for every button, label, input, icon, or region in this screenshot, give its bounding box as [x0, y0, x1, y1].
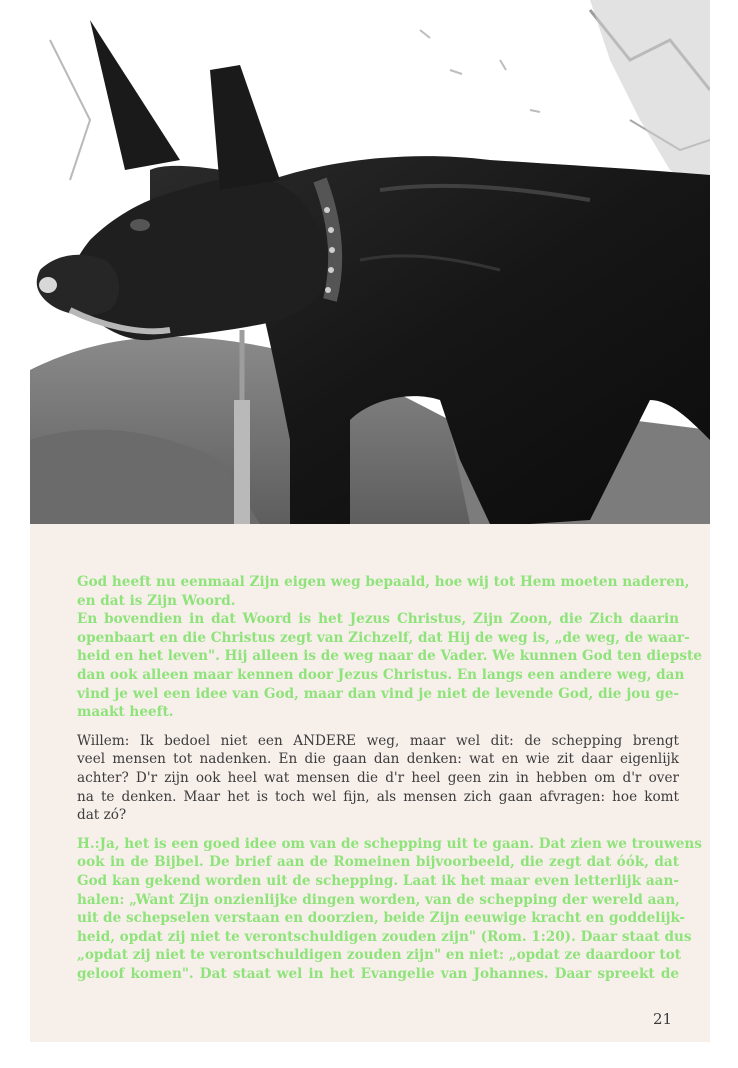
text-line: en dat is Zijn Woord.: [77, 592, 236, 609]
page-text: [77, 573, 702, 993]
text-line: ook in de Bijbel. De brief aan de Romeinen bijvoorbeeld, die zegt dat óók, dat: [77, 854, 679, 871]
text-line: veel mensen tot nadenken. En die gaan dan denken: wat en wie zit daar eigenlijk: [77, 751, 679, 768]
text-line: God heeft nu eenmaal Zijn eigen weg bepaald, hoe wij tot Hem moeten naderen,: [77, 574, 690, 590]
text-line: heid, opdat zij niet te verontschuldigen zouden zijn" (Rom. 1:20). Daar staat dus: [77, 928, 692, 945]
text-line: geloof komen". Dat staat wel in het Evangelie van Johannes. Daar spreekt de: [77, 965, 679, 982]
page-number: 21: [653, 1010, 673, 1028]
paragraph-4: [77, 835, 702, 984]
text-line: achter? D'r zijn ook heel wat mensen die d'r heel geen zin in hebben om d'r over: [77, 769, 679, 786]
text-line: maakt heeft.: [77, 704, 174, 721]
text-line: na te denken. Maar het is toch wel fijn, als mensen zich gaan afvragen: hoe komt: [77, 788, 679, 805]
dog-photo-image: [30, 0, 710, 524]
paragraph-3: [77, 732, 679, 825]
text-line: En bovendien in dat Woord is het Jezus Christus, Zijn Zoon, die Zich daarin: [77, 611, 679, 628]
text-line: Willem: Ik bedoel niet een ANDERE weg, maar wel dit: de schepping brengt: [77, 732, 679, 749]
text-line: „opdat zij niet te verontschuldigen zouden zijn" en niet: „opdat ze daardoor tot: [77, 947, 682, 964]
paragraph-1: [77, 573, 690, 610]
dog-photo: [30, 0, 710, 524]
text-line: dat zó?: [77, 807, 127, 824]
text-line: halen: „Want Zijn onzienlijke dingen worden, van de schepping der wereld aan,: [77, 891, 680, 908]
text-line: God kan gekend worden uit de schepping. Laat ik het maar even letterlijk aan-: [77, 872, 679, 889]
paragraph-2: [77, 610, 702, 722]
text-line: H.:Ja, het is een goed idee om van de schepping uit te gaan. Dat zien we trouwens: [77, 835, 702, 852]
text-line: openbaart en die Christus zegt van Zichzelf, dat Hij de weg is, „de weg, de waar-: [77, 629, 690, 646]
text-line: heid en het leven". Hij alleen is de weg naar de Vader. We kunnen God ten diepste: [77, 648, 702, 665]
text-line: uit de schepselen verstaan en doorzien, beide Zijn eeuwige kracht en goddelijk-: [77, 910, 686, 927]
text-line: dan ook alleen maar kennen door Jezus Christus. En langs een andere weg, dan: [77, 666, 685, 683]
text-line: vind je wel een idee van God, maar dan vind je niet de levende God, die jou ge-: [77, 685, 679, 702]
